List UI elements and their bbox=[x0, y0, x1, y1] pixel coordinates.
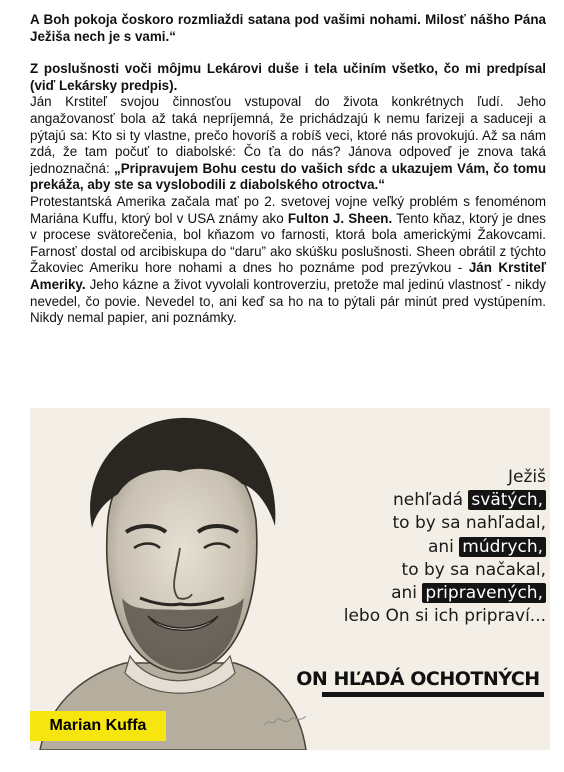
portrait-drawing bbox=[30, 408, 330, 750]
quote-line-1: Ježiš bbox=[508, 467, 546, 487]
quote-line-7: lebo On si ich pripraví... bbox=[343, 606, 546, 627]
quote-text bbox=[316, 466, 546, 628]
artist-signature-mark bbox=[261, 710, 308, 731]
headline-ochotnych: ON HĽADÁ OCHOTNÝCH bbox=[296, 668, 540, 690]
quote-line-6-text: ani bbox=[391, 583, 423, 604]
sheen-text-3: Jeho kázne a život vyvolali kontroverziu, pretože mal jedinú vlastnosť - nikdy nevedel, čo povie. Nevedel to, ani keď sa ho na to pýtali pár minút pred vystúpením. Nikdy nemal papier, ani poznámky. bbox=[30, 276, 546, 326]
sheen-text-2: Tento kňaz, ktorý je dnes v procese svätorečenia, bol kňazom vo farnosti, ktorá bola americkými Žakovcami. Farnosť dostal od arcibiskupa do “daru” ako skúšku poslušnosti. Sheen obrátil z týchto Žakoviec Ameriku hore nohami a dnes ho poznáme pod prezývkou - bbox=[30, 210, 546, 276]
headline-underline bbox=[322, 692, 544, 697]
quote-line-5: to by sa načakal, bbox=[401, 559, 546, 580]
quote-illustration bbox=[30, 408, 550, 750]
paragraph-sheen bbox=[30, 194, 546, 327]
quote-line-3: to by sa nahľadal, bbox=[392, 513, 546, 534]
quote-line-2-text: nehľadá bbox=[392, 490, 469, 511]
quote-highlight-svatych: svätých, bbox=[468, 490, 546, 510]
sheen-name: Fulton J. Sheen. bbox=[287, 210, 393, 226]
john-baptist-text: Ján Krstiteľ svojou činnosťou vstupoval do života konkrétnych ľudí. Jeho angažovanosť bola až taká nepríjemná, že prichádzajú k nemu farizeji a saduceji a pýtajú sa: Kto si ty vlastne, prečo hovoríš a robíš veci, ktoré nás provokujú. Až sa nám zdá, že tam počuť to diabolské: Čo ťa do nás? Jánova odpoveď je znova taká jednoznačná: bbox=[30, 94, 546, 176]
quote-line-4-text: ani bbox=[427, 536, 460, 557]
name-label: Marian Kuffa bbox=[30, 711, 166, 741]
quote-line-6 bbox=[316, 582, 546, 605]
sheen-text-1: Protestantská Amerika začala mať po 2. svetovej vojne veľký problém s fenoménom Mariána Kuffu, ktorý bol v USA známy ako bbox=[30, 193, 546, 226]
paragraph-obedience: Z poslušnosti voči môjmu Lekárovi duše i tela učiním všetko, čo mi predpísal (viď Lekársky predpis). bbox=[30, 61, 546, 93]
article-text bbox=[30, 12, 546, 327]
john-baptist-answer: „Pripravujem Bohu cestu do vašich sŕdc a ukazujem Vám, čo tomu prekáža, aby ste sa vyslobodili z diabolského otroctva.“ bbox=[30, 160, 547, 193]
quote-line-2 bbox=[316, 489, 546, 512]
paragraph-john-baptist bbox=[30, 94, 546, 194]
quote-line-4 bbox=[316, 536, 546, 559]
paragraph-gap bbox=[30, 45, 546, 61]
paragraph-blessing: A Boh pokoja čoskoro rozmliaždi satana pod vašimi nohami. Milosť nášho Pána Ježiša nech je s vami.“ bbox=[30, 12, 546, 44]
quote-highlight-mudrych: múdrych, bbox=[459, 537, 546, 557]
quote-highlight-pripravenych: pripravených, bbox=[422, 583, 546, 603]
sheen-nickname: Ján Krstiteľ Ameriky. bbox=[30, 260, 546, 292]
